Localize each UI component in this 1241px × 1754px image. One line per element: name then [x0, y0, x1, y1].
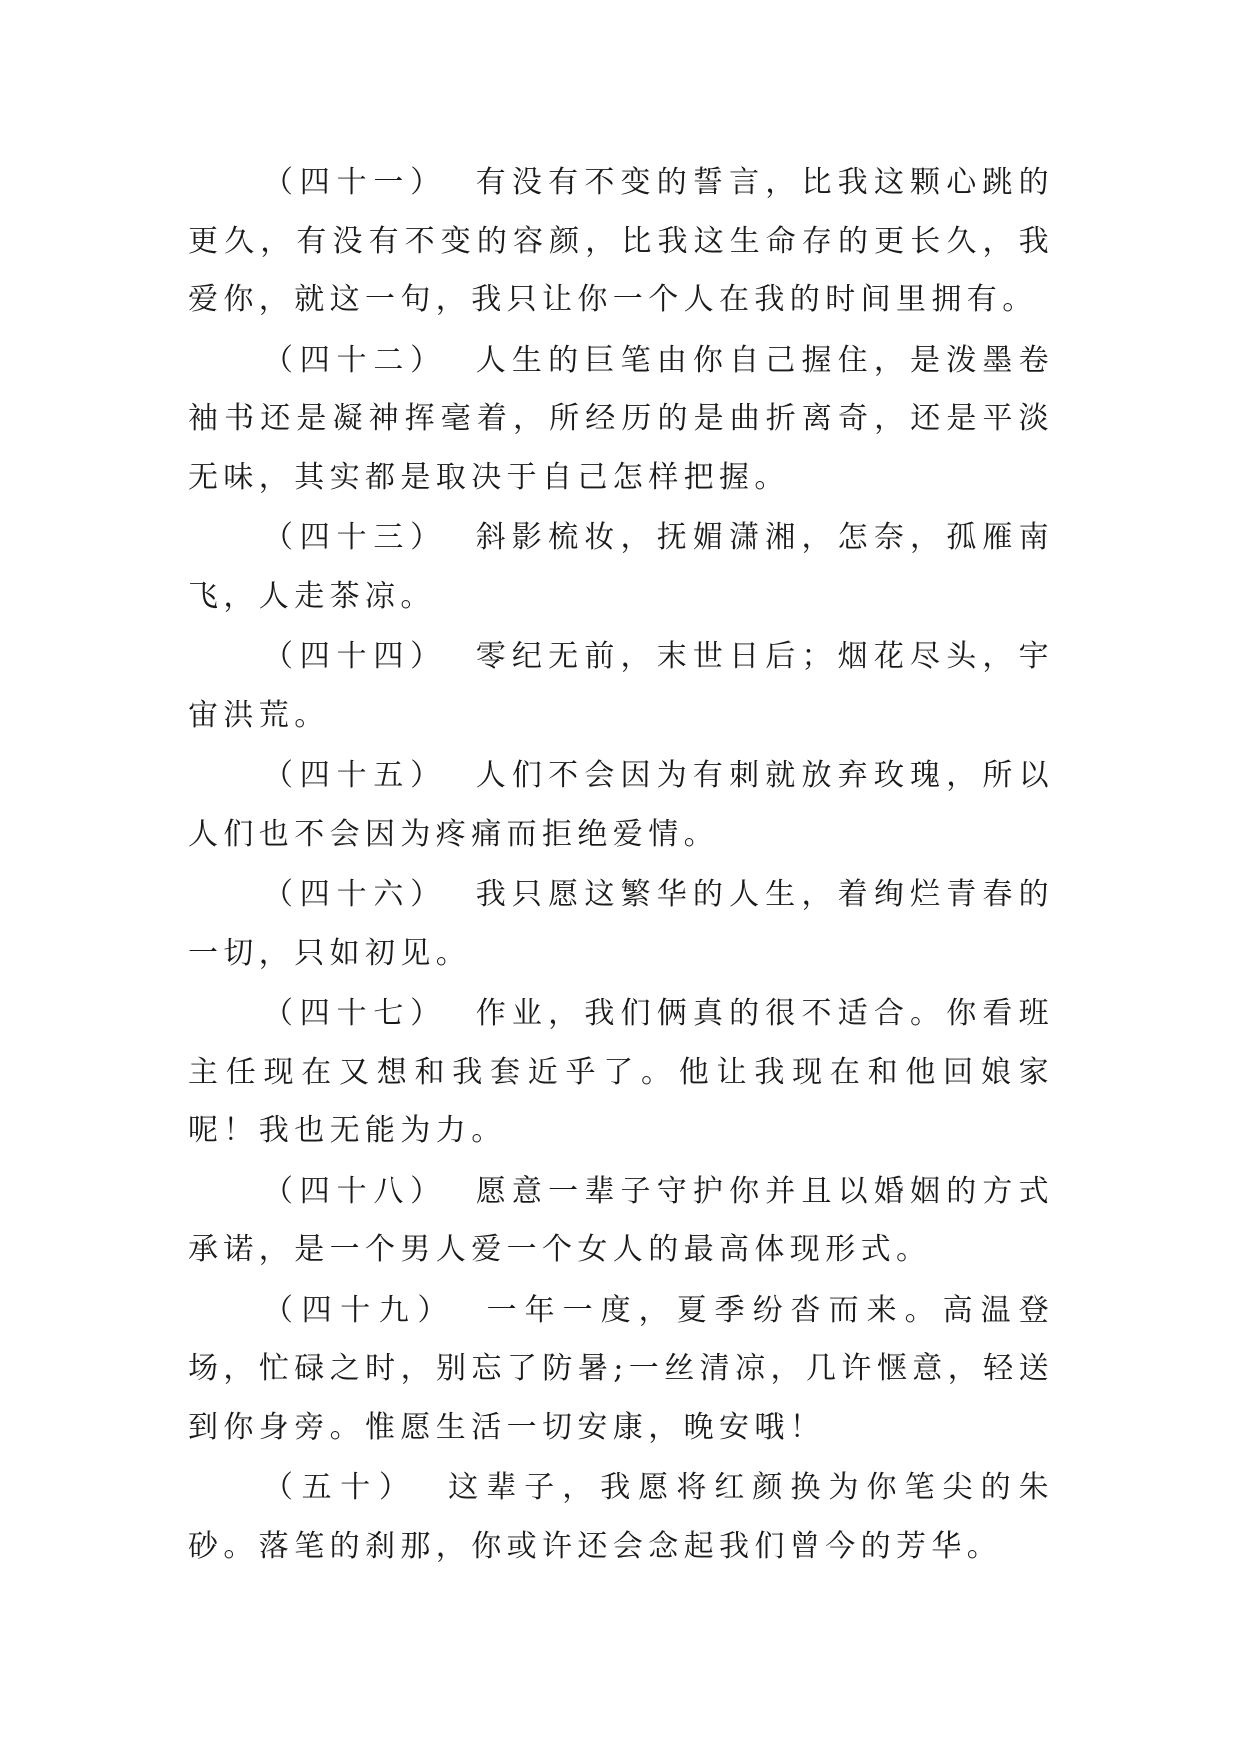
paragraph-48: [188, 1163, 1054, 1280]
paragraph-number: （四十一）: [263, 165, 447, 200]
paragraph-number: （四十三）: [263, 520, 447, 555]
paragraph-text: 作业，我们俩真的很不适合。你看班主任现在又想和我套近乎了。他让我现在和他回娘家呢！我也无能为力。: [188, 996, 1054, 1148]
paragraph-43: [188, 509, 1054, 626]
paragraph-text: 愿意一辈子守护你并且以婚姻的方式承诺，是一个男人爱一个女人的最高体现形式。: [188, 1173, 1054, 1267]
paragraph-text: 零纪无前，末世日后；烟花尽头，宇宙洪荒。: [188, 639, 1054, 733]
paragraph-text: 人生的巨笔由你自己握住，是泼墨卷袖书还是凝神挥毫着，所经历的是曲折离奇，还是平淡无味，其实都是取决于自己怎样把握。: [188, 342, 1054, 495]
paragraph-number: （四十六）: [263, 877, 447, 912]
document-body: [188, 154, 1054, 1578]
paragraph-number: （四十八）: [263, 1173, 447, 1209]
paragraph-text: 斜影梳妆，抚媚潇湘，怎奈，孤雁南飞，人走茶凉。: [188, 520, 1054, 614]
paragraph-text: 人们不会因为有刺就放弃玫瑰，所以人们也不会因为疼痛而拒绝爱情。: [188, 758, 1054, 852]
paragraph-42: [188, 332, 1054, 508]
paragraph-text: 我只愿这繁华的人生，着绚烂青春的一切，只如初见。: [188, 877, 1054, 971]
paragraph-number: （四十九）: [263, 1292, 456, 1328]
paragraph-number: （四十四）: [263, 639, 447, 674]
paragraph-41: [188, 154, 1054, 330]
paragraph-text: 有没有不变的誓言，比我这颗心跳的更久，有没有不变的容颜，比我这生命存的更长久，我爱你，就这一句，我只让你一个人在我的时间里拥有。: [188, 165, 1054, 317]
paragraph-46: [188, 866, 1054, 983]
paragraph-44: [188, 628, 1054, 745]
paragraph-number: （五十）: [263, 1470, 418, 1505]
paragraph-text: 一年一度，夏季纷沓而来。高温登场，忙碌之时，别忘了防暑;一丝清凉，几许惬意，轻送到你身旁。惟愿生活一切安康，晚安哦！: [188, 1292, 1054, 1445]
paragraph-number: （四十七）: [263, 996, 447, 1031]
paragraph-50: [188, 1459, 1054, 1576]
paragraph-47: [188, 985, 1054, 1161]
paragraph-number: （四十二）: [263, 342, 447, 378]
paragraph-number: （四十五）: [263, 758, 447, 793]
paragraph-text: 这辈子，我愿将红颜换为你笔尖的朱砂。落笔的刹那，你或许还会念起我们曾今的芳华。: [188, 1470, 1055, 1564]
paragraph-49: [188, 1282, 1054, 1458]
paragraph-45: [188, 747, 1054, 864]
